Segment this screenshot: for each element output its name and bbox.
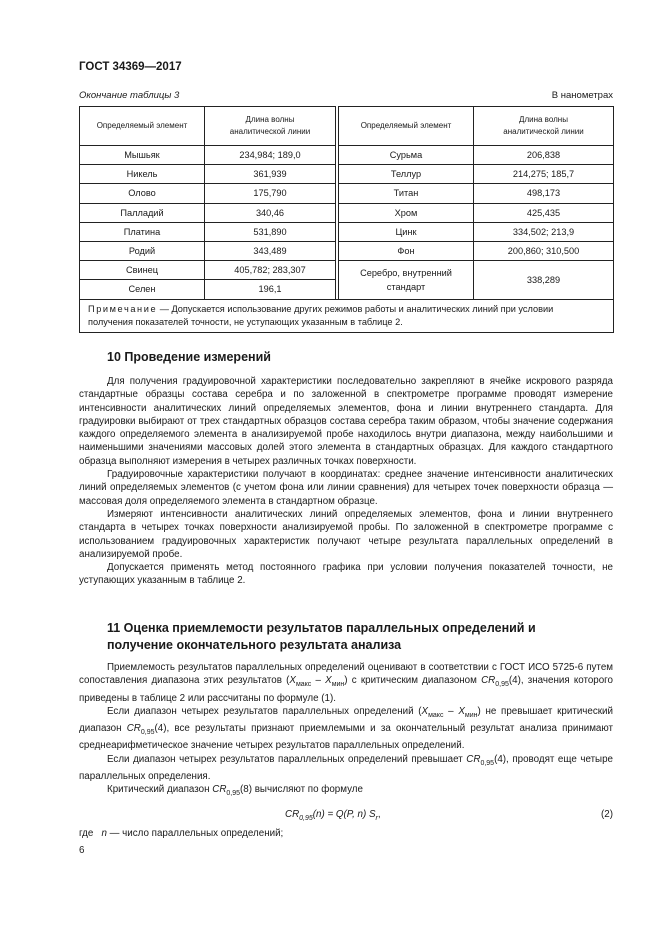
paragraph: Если диапазон четырех результатов параллельных определений превышает $CR_{0,95}(4)$, проводят еще четыре параллельных определения. [79, 753, 613, 782]
section-11-title: 11 Оценка приемлемости результатов параллельных определений и получение окончательного результата анализа [107, 621, 536, 652]
paragraph: Критический диапазон $CR_{0,95}(8)$ вычисляют по формуле [107, 784, 363, 798]
table-row [80, 203, 614, 222]
table-cell: 196,1 [205, 280, 336, 299]
section-11-body [79, 661, 613, 800]
table-cell: Родий [80, 241, 205, 260]
table-row [80, 184, 614, 203]
table-cell: 214,275; 185,7 [474, 165, 614, 184]
table-row [80, 165, 614, 184]
paragraph: Для получения градуировочной характеристики последовательно закрепляют в ячейке искрового разряда стандартные образцы состава серебра и по заложенной в спектрометре программе проводят измерение интенсивности аналитических линий определяемых элементов, фона и линии внутреннего стандарта. Для градуировки выбирают от трех стандартных образцов состава серебра таким образом, чтобы значение содержания каждого определяемого элемента в анализируемой пробе находилось внутри диапазона, между наибольшими и наименьшими значениями массовых долей этого элемента в стандартных образцах. Для каждого стандартного образца выполняют измерения в четырех различных точках поверхности. [79, 376, 613, 467]
paragraph: Допускается применять метод постоянного графика при условии получения показателей точности, не уступающих указанным в таблице 2. [79, 562, 613, 587]
table-cell: Фон [339, 241, 474, 260]
table-caption: Окончание таблицы 3 [79, 90, 180, 101]
table-cell: 175,790 [205, 184, 336, 203]
table-cell: Платина [80, 222, 205, 241]
section-10-title: 10 Проведение измерений [107, 350, 271, 364]
header-element-2: Определяемый элемент [339, 107, 474, 146]
paragraph: Приемлемость результатов параллельных определений оценивают в соответствии с ГОСТ ИСО 5725-6 путем сопоставления диапазона этих результатов $(X_{макс} - X_{мин})$ с критическим диапазоном $CR_{0,95}(4)$, значения которого приведены в таблице 2 или рассчитаны по формуле (1). [79, 662, 613, 704]
table-cell: Цинк [339, 222, 474, 241]
table-cell: Никель [80, 165, 205, 184]
table-cell: Олово [80, 184, 205, 203]
table-cell: 334,502; 213,9 [474, 222, 614, 241]
table-row [80, 222, 614, 241]
table-cell: Серебро, внутренний стандарт [339, 261, 474, 299]
table-cell: Селен [80, 280, 205, 299]
table-cell: 361,939 [205, 165, 336, 184]
table-cell: Титан [339, 184, 474, 203]
table-cell: 338,289 [474, 261, 614, 299]
section-10-body [79, 375, 613, 588]
paragraph: Если диапазон четырех результатов параллельных определений $(X_{макс} - X_{мин})$ не превышает критический диапазон $CR_{0,95}(4)$, все результаты признают приемлемыми и за окончательный результат анализа принимают среднеарифметическое значение четырех результатов параллельных определений. [79, 705, 614, 752]
wavelength-table [79, 106, 614, 333]
table-row [80, 146, 614, 165]
table-cell: Теллур [339, 165, 474, 184]
paragraph: Измеряют интенсивности аналитических линий определяемых элементов, фона и линии внутреннего стандарта в четырех точках поверхности анализируемой пробы. По заложенной в спектрометре программе с использованием градуировочных характеристик получают четыре результата параллельных определений в анализируемой пробе. [79, 508, 613, 560]
table-row [80, 241, 614, 260]
table-cell: Хром [339, 203, 474, 222]
table-note-row [80, 299, 614, 332]
table-cell: 200,860; 310,500 [474, 241, 614, 260]
document-code: ГОСТ 34369—2017 [79, 61, 182, 73]
table-cell: 425,435 [474, 203, 614, 222]
header-wavelength: Длина волны аналитической линии [205, 107, 336, 146]
table-cell: 405,782; 283,307 [205, 261, 336, 280]
header-wavelength-2: Длина волны аналитической линии [474, 107, 614, 146]
formula-number: (2) [601, 809, 613, 820]
table-cell: Сурьма [339, 146, 474, 165]
table-row [80, 261, 614, 280]
table-cell: 498,173 [474, 184, 614, 203]
table-header-row [80, 107, 614, 146]
header-element: Определяемый элемент [80, 107, 205, 146]
table-cell: Мышьяк [80, 146, 205, 165]
formula-body: $CR_{0,95}(n) = Q(P$, n) $S_r$, [285, 809, 381, 822]
table-note: Примечание — Допускается использование других режимов работы и аналитических линий при условии получения показателей точности, не уступающих указанным в таблице 2. [80, 299, 614, 332]
table-cell: 531,890 [205, 222, 336, 241]
table-cell: 340,46 [205, 203, 336, 222]
page-number: 6 [79, 845, 85, 856]
paragraph: Градуировочные характеристики получают в координатах: среднее значение интенсивности аналитических линий определяемых элементов (с учетом фона или линии сравнения) для четырех точек поверхности образца — массовая доля определяемого элемента в стандартном образце. [79, 469, 613, 507]
table-cell: 234,984; 189,0 [205, 146, 336, 165]
table-cell: Палладий [80, 203, 205, 222]
table-cell: 343,489 [205, 241, 336, 260]
where-clause: где n — число параллельных определений; [79, 828, 284, 839]
table-units: В нанометрах [551, 90, 613, 101]
table-cell: Свинец [80, 261, 205, 280]
table-cell: 206,838 [474, 146, 614, 165]
